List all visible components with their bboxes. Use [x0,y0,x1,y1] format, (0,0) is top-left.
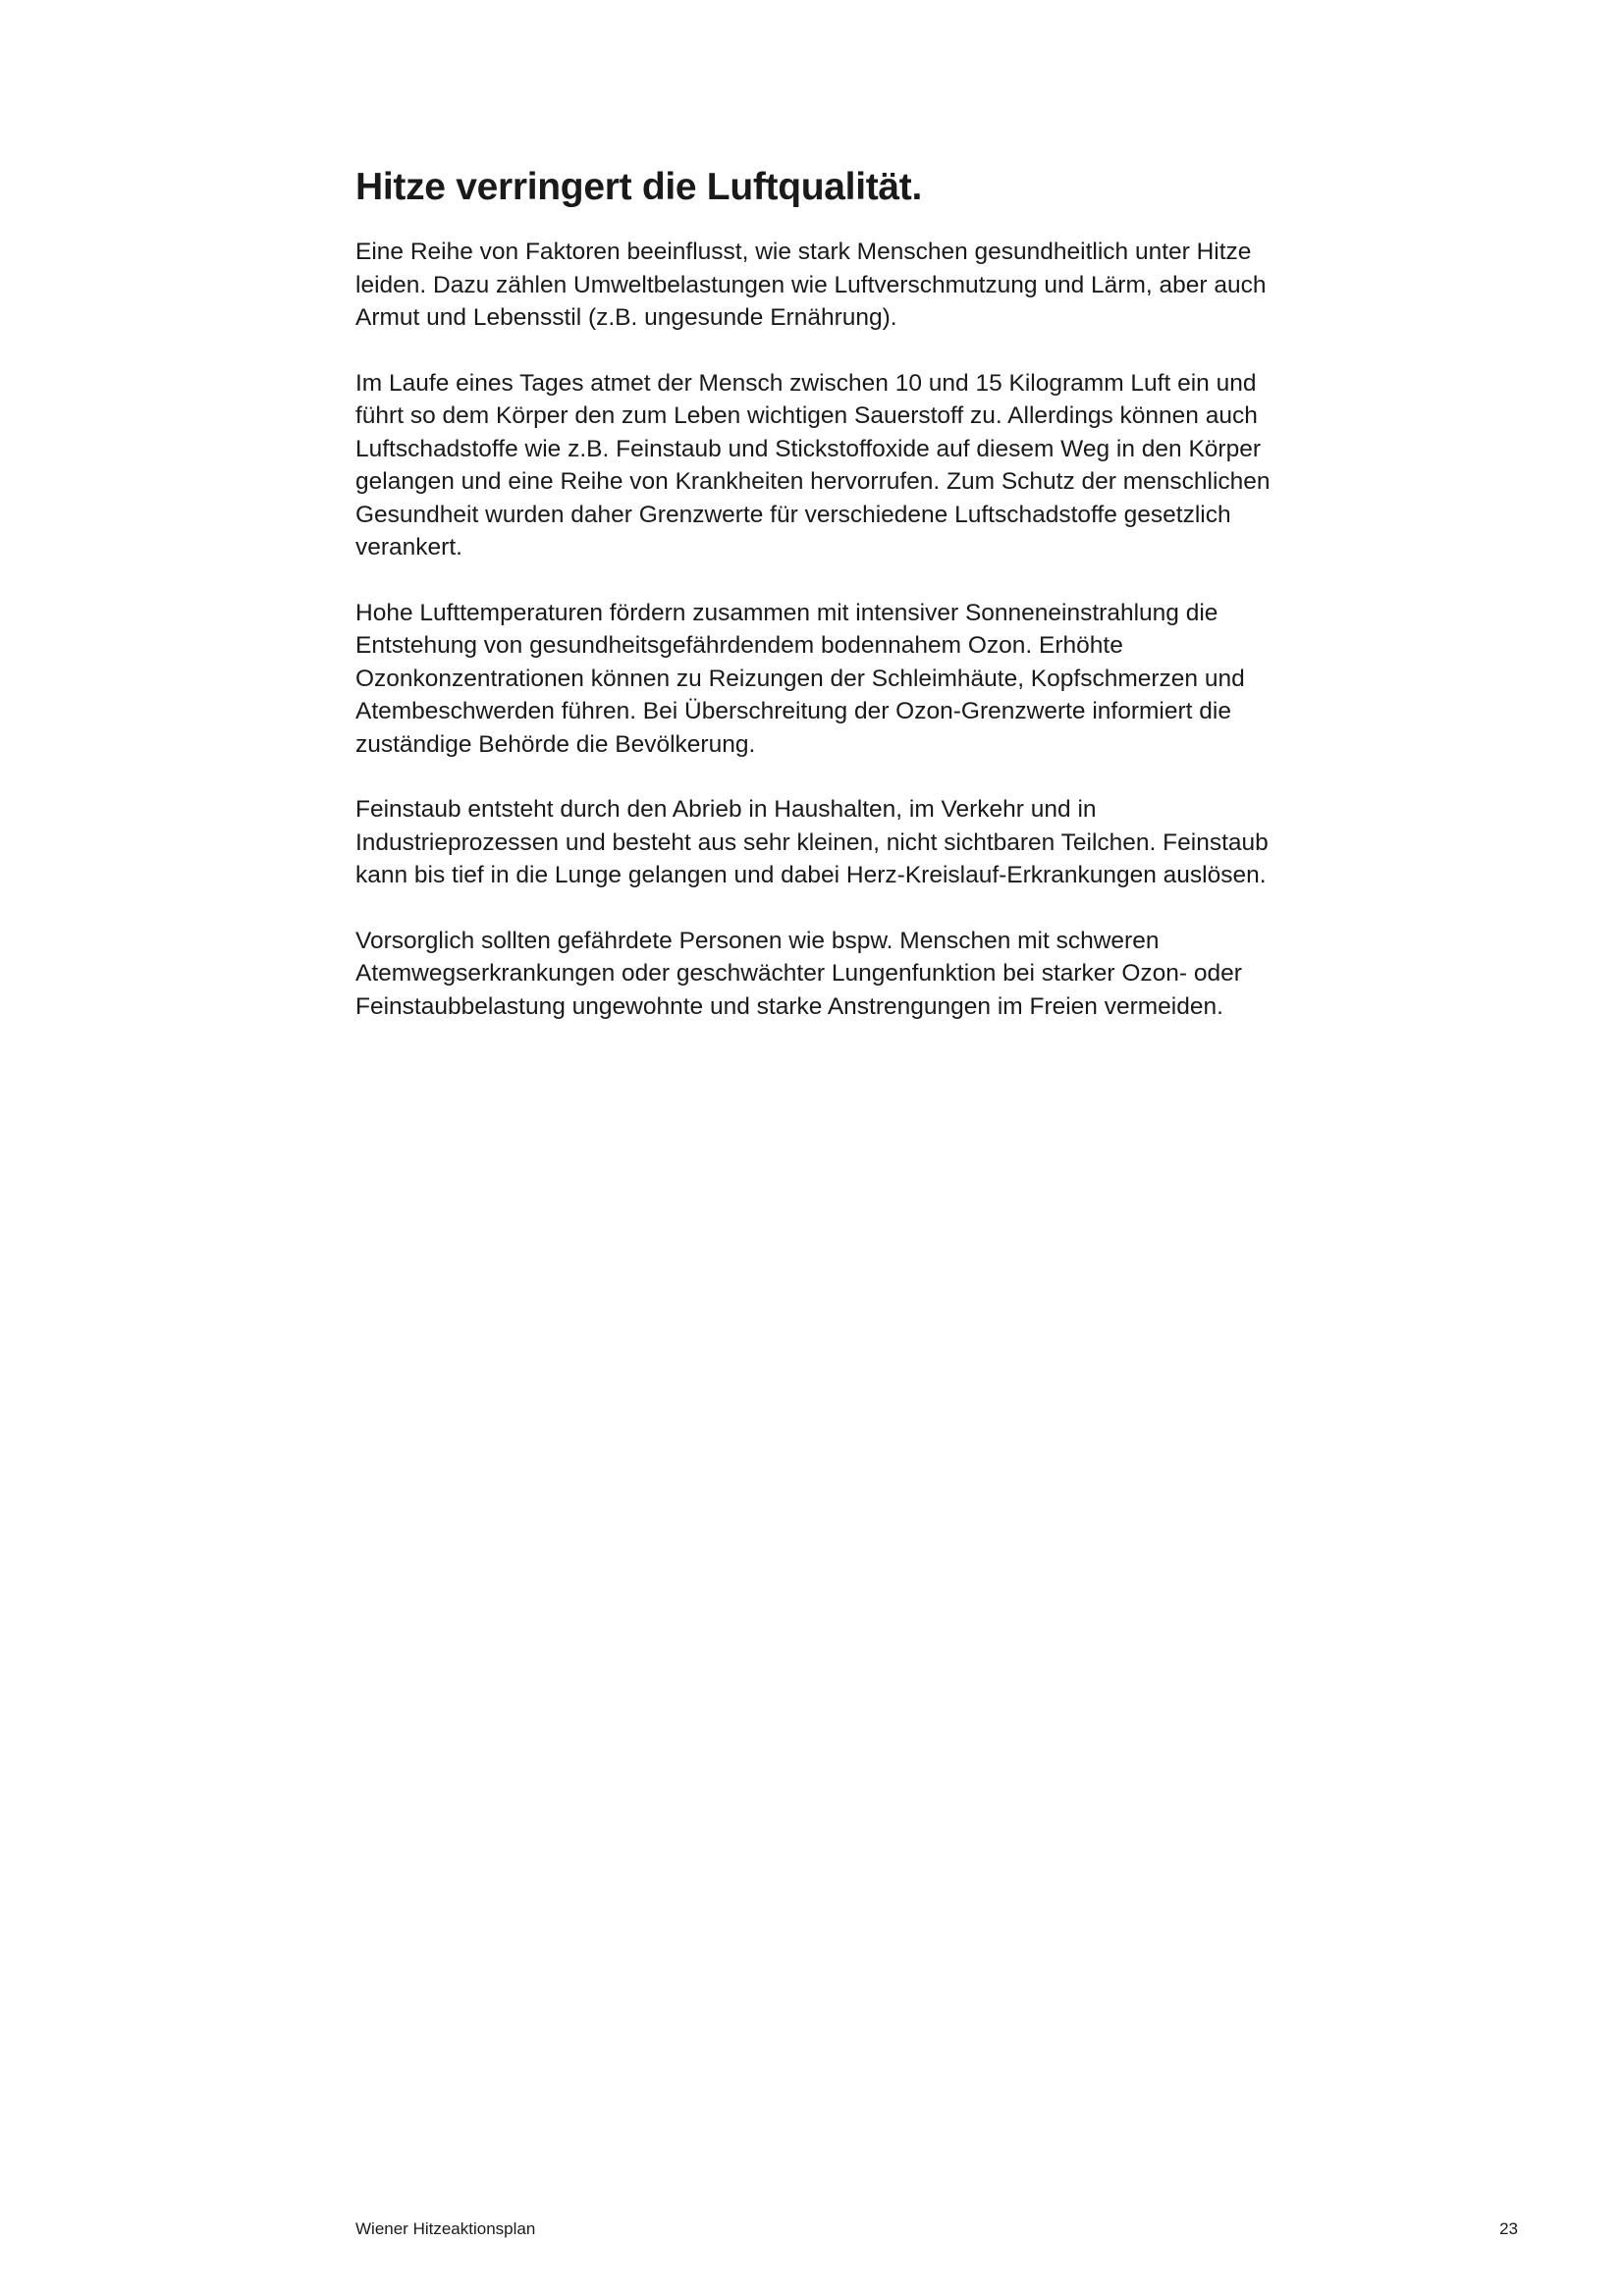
footer-document-title: Wiener Hitzeaktionsplan [355,2219,536,2238]
main-content [355,161,1288,1055]
paragraph-ozone: Hohe Lufttemperaturen fördern zusammen mit intensiver Sonneneinstrahlung die Entstehung von gesundheitsgefährdendem bodennahem Ozon. Erhöhte Ozonkonzentrationen können zu Reizungen der Schleimhäute, Kopfschmerzen und Atembeschwerden führen. Bei Überschreitung der Ozon-Grenzwerte informiert die zuständige Behörde die Bevölkerung. [355,599,1245,758]
footer-page-number: 23 [1499,2219,1518,2238]
paragraph-air-pollutants: Im Laufe eines Tages atmet der Mensch zwischen 10 und 15 Kilogramm Luft ein und führt so dem Körper den zum Leben wichtigen Sauerstoff zu. Allerdings können auch Luftschadstoffe wie z.B. Feinstaub und Stickstoffoxide auf diesem Weg in den Körper gelangen und eine Reihe von Krankheiten hervorrufen. Zum Schutz der menschlichen Gesundheit wurden daher Grenzwerte für verschiedene Luftschadstoffe gesetzlich verankert. [355,369,1271,561]
paragraph-risk-factors: Eine Reihe von Faktoren beeinflusst, wie stark Menschen gesundheitlich unter Hitze leiden. Dazu zählen Umweltbelastungen wie Luftverschmutzung und Lärm, aber auch Armut und Lebensstil (z.B. ungesunde Ernährung). [355,239,1267,331]
paragraph-precautions: Vorsorglich sollten gefährdete Personen wie bspw. Menschen mit schweren Atemwegserkrankungen oder geschwächter Lungenfunktion bei starker Ozon- oder Feinstaubbelastung ungewohnte und starke Anstrengungen im Freien vermeiden. [355,927,1242,1020]
page-heading: Hitze verringert die Luftqualität. [355,166,923,208]
paragraph-particulate-matter: Feinstaub entsteht durch den Abrieb in Haushalten, im Verkehr und in Industrieprozessen und besteht aus sehr kleinen, nicht sichtbaren Teilchen. Feinstaub kann bis tief in die Lunge gelangen und dabei Herz-Kreislauf-Erkrankungen auslösen. [355,796,1269,888]
